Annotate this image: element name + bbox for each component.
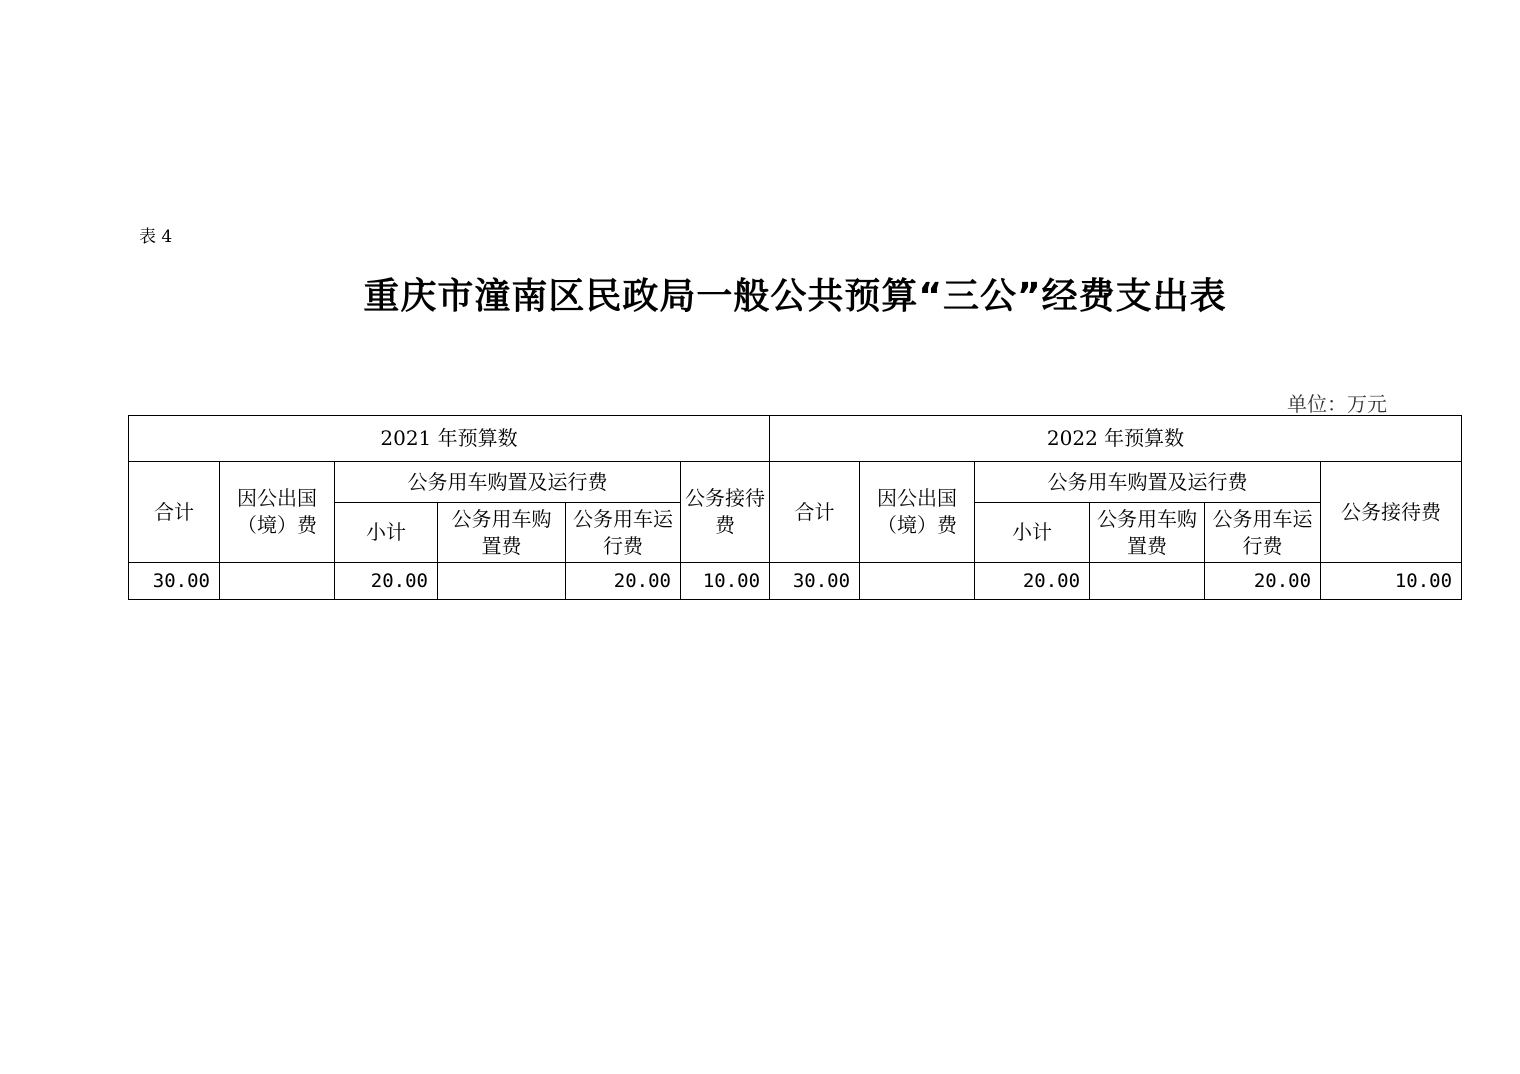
header-2022-subtotal: 小计 [975, 503, 1090, 563]
header-2022: 2022 年预算数 [770, 416, 1462, 462]
value-2021-car-operation: 20.00 [566, 563, 681, 600]
header-2022-car-operation: 公务用车运行费 [1205, 503, 1321, 563]
value-2021-abroad [220, 563, 335, 600]
header-2021-car-operation: 公务用车运行费 [566, 503, 681, 563]
header-2021-car-group: 公务用车购置及运行费 [335, 462, 681, 503]
value-2021-reception: 10.00 [681, 563, 770, 600]
column-header-row [129, 462, 1462, 503]
unit-label: 单位：万元 [1287, 392, 1387, 416]
value-2021-subtotal: 20.00 [335, 563, 438, 600]
header-2022-reception: 公务接待费 [1321, 462, 1462, 563]
header-2022-abroad: 因公出国（境）费 [860, 462, 975, 563]
header-2021: 2021 年预算数 [129, 416, 770, 462]
header-2022-car-purchase: 公务用车购置费 [1090, 503, 1205, 563]
table-number: 表 4 [139, 227, 173, 247]
table-row [129, 563, 1462, 600]
value-2022-total: 30.00 [770, 563, 860, 600]
value-2021-car-purchase [438, 563, 566, 600]
header-2022-car-group: 公务用车购置及运行费 [975, 462, 1321, 503]
header-2021-reception: 公务接待费 [681, 462, 770, 563]
header-2021-subtotal: 小计 [335, 503, 438, 563]
year-header-row [129, 416, 1462, 462]
header-2021-car-purchase: 公务用车购置费 [438, 503, 566, 563]
expense-table [128, 415, 1462, 600]
header-2021-abroad: 因公出国（境）费 [220, 462, 335, 563]
header-2021-total: 合计 [129, 462, 220, 563]
value-2021-total: 30.00 [129, 563, 220, 600]
value-2022-reception: 10.00 [1321, 563, 1462, 600]
value-2022-abroad [860, 563, 975, 600]
value-2022-subtotal: 20.00 [975, 563, 1090, 600]
page-title: 重庆市潼南区民政局一般公共预算“三公”经费支出表 [363, 276, 1227, 317]
value-2022-car-operation: 20.00 [1205, 563, 1321, 600]
header-2022-total: 合计 [770, 462, 860, 563]
value-2022-car-purchase [1090, 563, 1205, 600]
